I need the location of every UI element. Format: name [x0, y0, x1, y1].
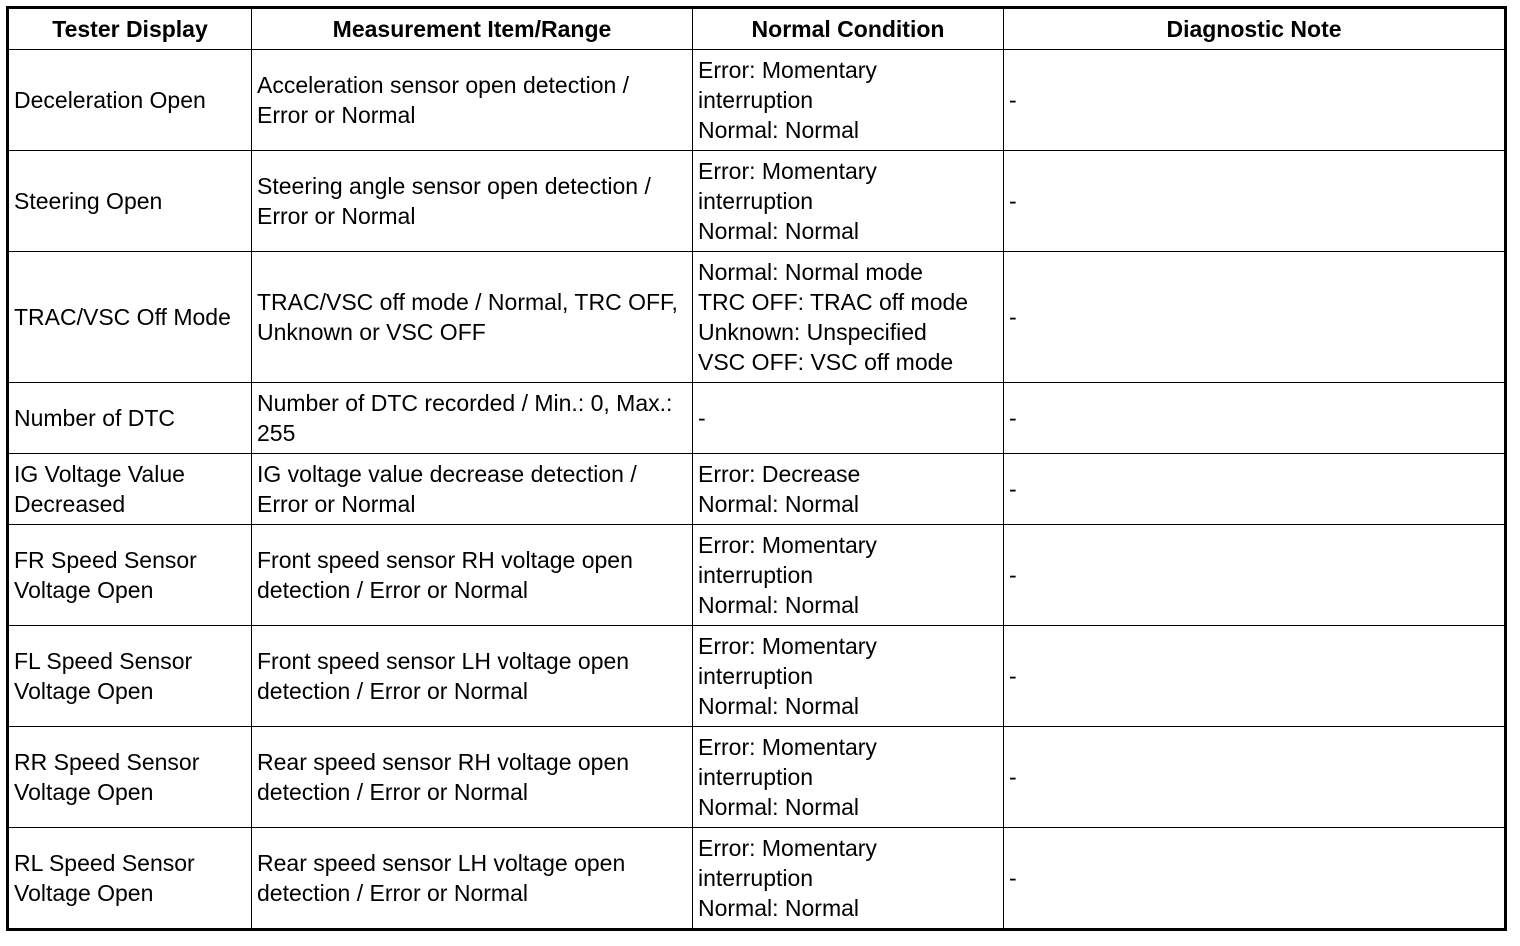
cell-normal-condition: Error: Momentary interruption Normal: Normal [693, 525, 1004, 626]
data-list-table [6, 6, 1507, 931]
cell-tester-display: RL Speed Sensor Voltage Open [8, 828, 252, 930]
cell-normal-condition: Error: Momentary interruption Normal: Normal [693, 151, 1004, 252]
cell-tester-display: Steering Open [8, 151, 252, 252]
cell-diagnostic-note: - [1004, 454, 1506, 525]
cell-diagnostic-note: - [1004, 727, 1506, 828]
cell-measurement-item: Rear speed sensor RH voltage open detection / Error or Normal [252, 727, 693, 828]
table-row [8, 50, 1506, 151]
cell-diagnostic-note: - [1004, 50, 1506, 151]
cell-normal-condition: Error: Momentary interruption Normal: Normal [693, 50, 1004, 151]
header-diagnostic-note: Diagnostic Note [1004, 8, 1506, 50]
cell-normal-condition: Normal: Normal mode TRC OFF: TRAC off mode Unknown: Unspecified VSC OFF: VSC off mode [693, 252, 1004, 383]
cell-tester-display: TRAC/VSC Off Mode [8, 252, 252, 383]
cell-tester-display: FR Speed Sensor Voltage Open [8, 525, 252, 626]
cell-normal-condition: - [693, 383, 1004, 454]
table-row [8, 383, 1506, 454]
cell-tester-display: Deceleration Open [8, 50, 252, 151]
cell-measurement-item: Steering angle sensor open detection / Error or Normal [252, 151, 693, 252]
cell-measurement-item: IG voltage value decrease detection / Error or Normal [252, 454, 693, 525]
cell-normal-condition: Error: Momentary interruption Normal: Normal [693, 626, 1004, 727]
table-row [8, 727, 1506, 828]
cell-tester-display: Number of DTC [8, 383, 252, 454]
cell-normal-condition: Error: Momentary interruption Normal: Normal [693, 828, 1004, 930]
table-row [8, 828, 1506, 930]
cell-diagnostic-note: - [1004, 151, 1506, 252]
cell-diagnostic-note: - [1004, 383, 1506, 454]
cell-diagnostic-note: - [1004, 828, 1506, 930]
cell-diagnostic-note: - [1004, 626, 1506, 727]
table-row [8, 626, 1506, 727]
table-row [8, 525, 1506, 626]
cell-tester-display: IG Voltage Value Decreased [8, 454, 252, 525]
table-row [8, 454, 1506, 525]
cell-measurement-item: TRAC/VSC off mode / Normal, TRC OFF, Unknown or VSC OFF [252, 252, 693, 383]
table-row [8, 151, 1506, 252]
cell-tester-display: FL Speed Sensor Voltage Open [8, 626, 252, 727]
cell-measurement-item: Front speed sensor RH voltage open detection / Error or Normal [252, 525, 693, 626]
header-tester-display: Tester Display [8, 8, 252, 50]
cell-diagnostic-note: - [1004, 252, 1506, 383]
cell-normal-condition: Error: Momentary interruption Normal: Normal [693, 727, 1004, 828]
cell-measurement-item: Acceleration sensor open detection / Error or Normal [252, 50, 693, 151]
table-row [8, 252, 1506, 383]
cell-measurement-item: Number of DTC recorded / Min.: 0, Max.: 255 [252, 383, 693, 454]
cell-measurement-item: Rear speed sensor LH voltage open detection / Error or Normal [252, 828, 693, 930]
cell-diagnostic-note: - [1004, 525, 1506, 626]
table-header-row [8, 8, 1506, 50]
cell-normal-condition: Error: Decrease Normal: Normal [693, 454, 1004, 525]
header-normal-condition: Normal Condition [693, 8, 1004, 50]
header-measurement-item: Measurement Item/Range [252, 8, 693, 50]
cell-tester-display: RR Speed Sensor Voltage Open [8, 727, 252, 828]
cell-measurement-item: Front speed sensor LH voltage open detection / Error or Normal [252, 626, 693, 727]
